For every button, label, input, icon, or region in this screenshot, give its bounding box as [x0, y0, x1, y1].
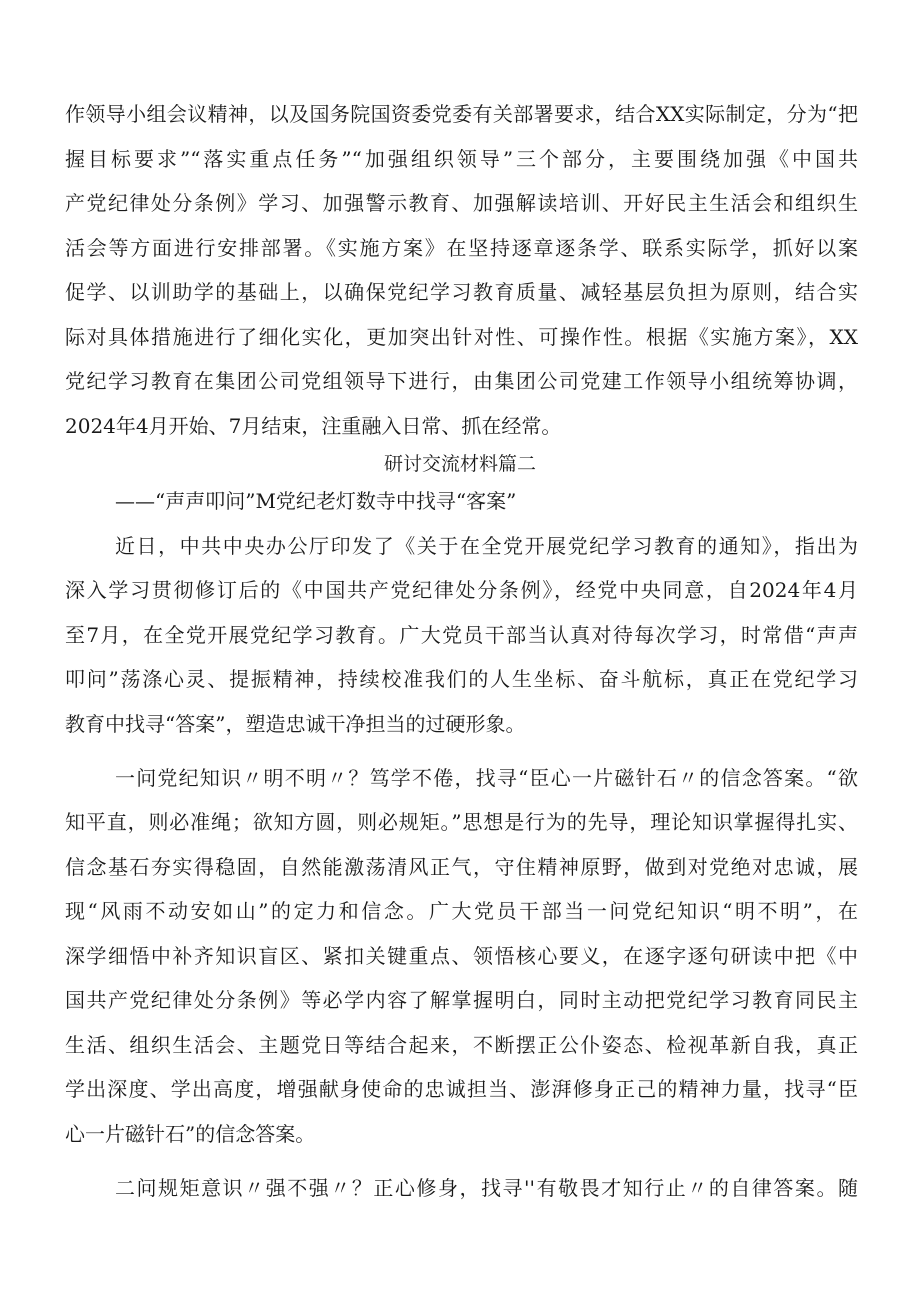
- para2-line-1: 一问党纪知识〃明不明〃？笃学不倦，找寻“臣心一片磁针石〃的信念答案。“欲: [115, 766, 858, 790]
- intro-line-4: 活会等方面进行安排部署。《实施方案》在坚持逐章逐条学、联系实际学，抓好以案: [65, 236, 858, 260]
- para2-line-7: 生活、组织生活会、主题党日等结合起来，不断摆正公仆姿态、检视革新自我，真正: [65, 1033, 858, 1057]
- para1-line-3: 至7月，在全党开展党纪学习教育。广大党员干部当认真对待每次学习，时常借“声声: [65, 623, 858, 647]
- para1-line-2: 深入学习贯彻修订后的《中国共产党纪律处分条例》，经党中央同意，自2024年4月: [65, 578, 858, 602]
- section-title: 研讨交流材料篇二: [383, 453, 536, 475]
- para2-line-3: 信念基石夯实得稳固，自然能激荡清风正气，守住精神原野，做到对党绝对忠诚，展: [65, 855, 858, 879]
- intro-line-6: 际对具体措施进行了细化实化，更加突出针对性、可操作性。根据《实施方案》，XX: [65, 325, 858, 349]
- para2-line-4: 现“风雨不动安如山”的定力和信念。广大党员干部当一问党纪知识“明不明”，在: [65, 899, 858, 923]
- para2-line-6: 国共产党纪律处分条例》等必学内容了解掌握明白，同时主动把党纪学习教育同民主: [65, 988, 858, 1012]
- intro-line-7: 党纪学习教育在集团公司党组领导下进行，由集团公司党建工作领导小组统筹协调，: [65, 369, 858, 393]
- para1-line-5: 教育中找寻“答案”，塑造忠诚干净担当的过硬形象。: [65, 712, 526, 736]
- intro-line-3: 产党纪律处分条例》学习、加强警示教育、加强解读培训、开好民主生活会和组织生: [65, 191, 858, 215]
- para1-line-1: 近日，中共中央办公厅印发了《关于在全党开展党纪学习教育的通知》，指出为: [115, 534, 858, 558]
- para3-line-1: 二问规矩意识〃强不强〃？正心修身，找寻''有敬畏才知行止〃的自律答案。随: [115, 1176, 858, 1200]
- intro-line-8: 2024年4月开始、7月结束，注重融入日常、抓在经常。: [65, 414, 562, 438]
- para2-line-2: 知平直，则必准绳；欲知方圆，则必规矩。”思想是行为的先导，理论知识掌握得扎实、: [65, 810, 858, 834]
- para2-line-8: 学出深度、学出高度，增强献身使命的忠诚担当、澎湃修身正己的精神力量，找寻“臣: [65, 1077, 858, 1101]
- section-subtitle: ——“声声叩问”M党纪老灯数寺中找寻“客案”: [115, 489, 517, 513]
- para1-line-4: 叩问”荡涤心灵、提振精神，持续校准我们的人生坐标、奋斗航标，真正在党纪学习: [65, 667, 858, 691]
- intro-line-2: 握目标要求”“落实重点任务”“加强组织领导”三个部分，主要围绕加强《中国共: [65, 147, 858, 171]
- para2-line-5: 深学细悟中补齐知识盲区、紧扣关键重点、领悟核心要义，在逐字逐句研读中把《中: [65, 944, 858, 968]
- intro-line-1: 作领导小组会议精神，以及国务院国资委党委有关部署要求，结合XX实际制定，分为“把: [65, 102, 858, 126]
- para2-line-9: 心一片磁针石”的信念答案。: [65, 1122, 316, 1146]
- intro-line-5: 促学、以训助学的基础上，以确保党纪学习教育质量、减轻基层负担为原则，结合实: [65, 280, 858, 304]
